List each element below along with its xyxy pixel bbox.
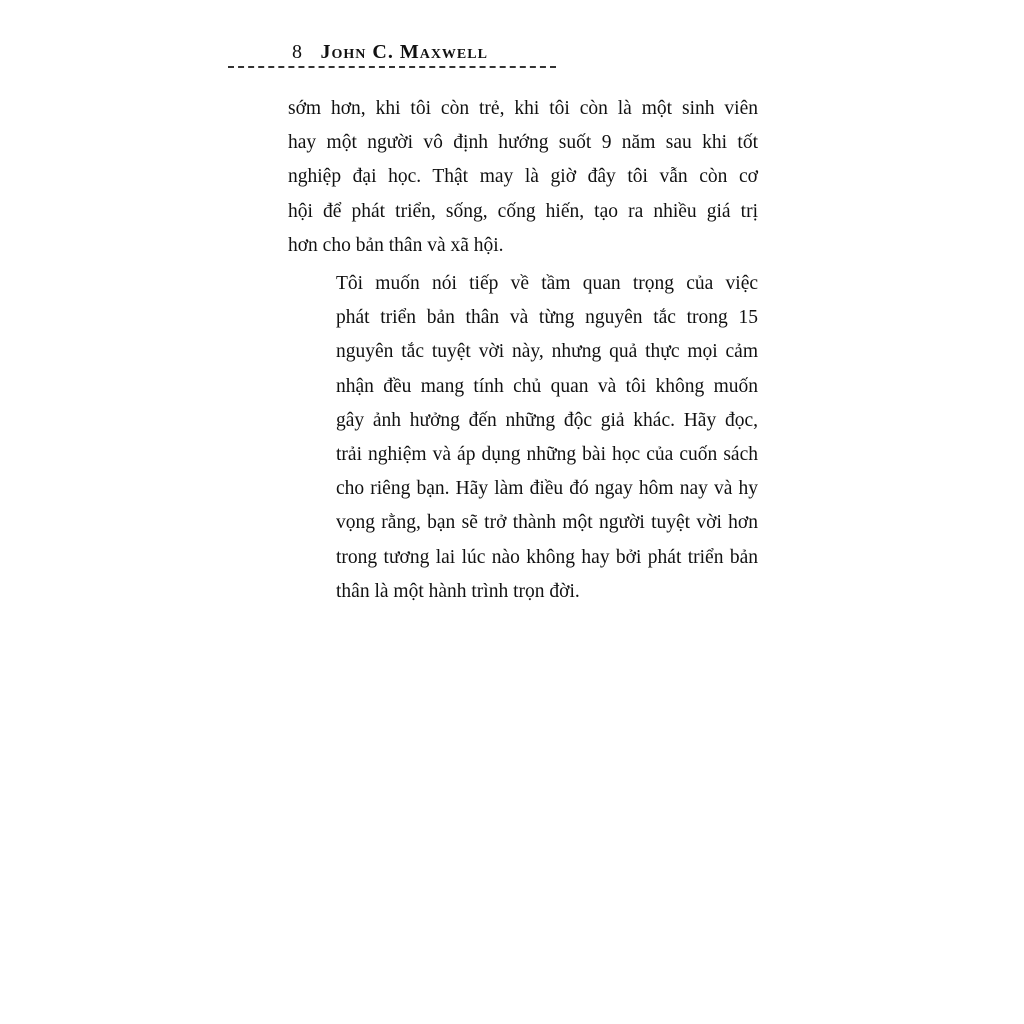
text-line: trải nghiệm và áp dụng những bài học của cuốn sách bbox=[336, 444, 758, 466]
paragraph-1 bbox=[288, 92, 758, 263]
text-line: hơn cho bản thân và xã hội. bbox=[288, 234, 504, 256]
page-number: 8 bbox=[292, 41, 303, 63]
text-line: Tôi muốn nói tiếp về tầm quan trọng của việc bbox=[336, 273, 758, 295]
text-line: hội để phát triển, sống, cống hiến, tạo ra nhiều giá trị bbox=[288, 200, 758, 222]
text-line: phát triển bản thân và từng nguyên tắc trong 15 bbox=[336, 307, 758, 329]
text-line: cho riêng bạn. Hãy làm điều đó ngay hôm nay và hy bbox=[336, 478, 758, 500]
text-line: nhận đều mang tính chủ quan và tôi không muốn bbox=[336, 375, 758, 397]
text-line: trong tương lai lúc nào không hay bởi phát triển bản bbox=[336, 546, 758, 568]
text-line: gây ảnh hưởng đến những độc giả khác. Hãy đọc, bbox=[336, 409, 758, 431]
text-line: sớm hơn, khi tôi còn trẻ, khi tôi còn là một sinh viên bbox=[288, 98, 758, 119]
text-line: hay một người vô định hướng suốt 9 năm sau khi tốt bbox=[288, 132, 758, 154]
text-line: nguyên tắc tuyệt vời này, nhưng quả thực mọi cảm bbox=[336, 341, 758, 363]
author-name: John C. Maxwell bbox=[320, 41, 488, 63]
header-dashed-rule bbox=[228, 66, 556, 68]
text-line: vọng rằng, bạn sẽ trở thành một người tuyệt vời hơn bbox=[336, 512, 758, 534]
body-text bbox=[288, 92, 758, 609]
running-head bbox=[292, 38, 488, 66]
paragraph-2 bbox=[288, 267, 758, 609]
text-line: nghiệp đại học. Thật may là giờ đây tôi vẫn còn cơ bbox=[288, 166, 758, 188]
text-line: thân là một hành trình trọn đời. bbox=[336, 580, 580, 602]
